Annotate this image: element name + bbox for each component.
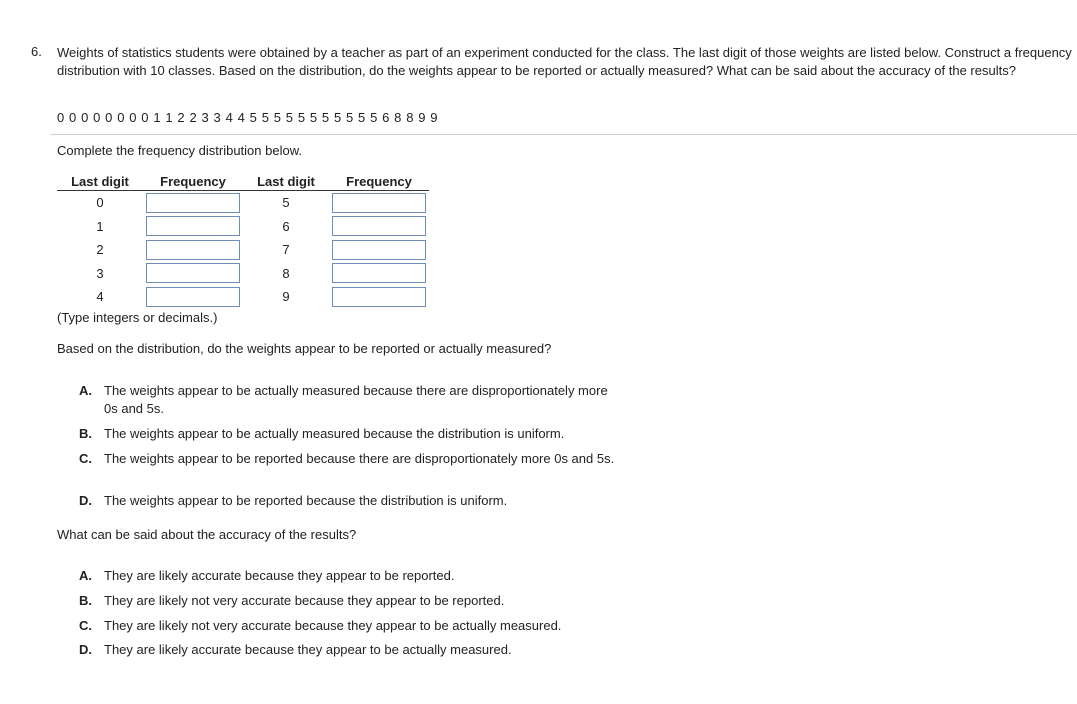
table-row: [57, 285, 429, 309]
option-text: They are likely accurate because they appear to be actually measured.: [104, 642, 512, 657]
question-number: 6.: [31, 44, 42, 59]
frequency-input-6[interactable]: [332, 216, 426, 236]
option-label: B.: [79, 426, 92, 441]
frequency-input-5[interactable]: [332, 193, 426, 213]
digit-cell: 8: [282, 265, 290, 281]
digit-cell: 1: [96, 218, 104, 234]
table-row: [57, 262, 429, 286]
header-frequency-left: Frequency: [143, 172, 243, 191]
digit-cell: 3: [96, 265, 104, 281]
frequency-input-4[interactable]: [146, 287, 240, 307]
option-label: A.: [79, 568, 92, 583]
table-row: [57, 215, 429, 239]
option-label: D.: [79, 493, 92, 508]
q2-option-a[interactable]: [79, 382, 619, 417]
option-text: The weights appear to be reported because there are disproportionately more 0s and 5s.: [104, 451, 615, 466]
question-text: Weights of statistics students were obtained by a teacher as part of an experiment conducted for the class. The last digit of those weights are listed below. Construct a frequency distribution with 10 classes. Based on the distribution, do the weights appear to be reported or actually measured? What can be said about the accuracy of the results?: [57, 45, 1072, 78]
digit-cell: 7: [282, 242, 290, 258]
option-text: They are likely not very accurate because they appear to be reported.: [104, 593, 505, 608]
digit-cell: 5: [282, 195, 290, 211]
digit-cell: 6: [282, 218, 290, 234]
q3-prompt: What can be said about the accuracy of the results?: [57, 527, 357, 542]
q3-option-c[interactable]: [79, 617, 704, 635]
data-digits: 0 0 0 0 0 0 0 0 1 1 2 2 3 3 4 4 5 5 5 5 5 5 5 5 5 5 5 6 8 8 9 9: [57, 110, 439, 125]
table-row: [57, 191, 429, 215]
divider: [50, 134, 1077, 135]
option-label: C.: [79, 451, 92, 466]
digit-cell: 0: [96, 195, 104, 211]
option-text: The weights appear to be reported because the distribution is uniform.: [104, 493, 508, 508]
frequency-input-8[interactable]: [332, 263, 426, 283]
frequency-input-9[interactable]: [332, 287, 426, 307]
q3-option-d[interactable]: [79, 641, 704, 659]
q3-option-a[interactable]: [79, 567, 704, 585]
frequency-input-2[interactable]: [146, 240, 240, 260]
table-instruction: Complete the frequency distribution below.: [57, 143, 302, 158]
q3-option-b[interactable]: [79, 592, 704, 610]
header-frequency-right: Frequency: [329, 172, 429, 191]
frequency-input-3[interactable]: [146, 263, 240, 283]
frequency-input-7[interactable]: [332, 240, 426, 260]
digit-cell: 2: [96, 242, 104, 258]
q2-option-b[interactable]: [79, 425, 664, 443]
digit-cell: 9: [282, 289, 290, 305]
option-label: C.: [79, 618, 92, 633]
option-text: They are likely accurate because they appear to be reported.: [104, 568, 455, 583]
option-label: A.: [79, 383, 92, 398]
table-row: [57, 238, 429, 262]
option-label: D.: [79, 642, 92, 657]
frequency-table: [57, 172, 429, 309]
q2-option-c[interactable]: [79, 450, 639, 468]
option-text: They are likely not very accurate because they appear to be actually measured.: [104, 618, 562, 633]
header-last-digit-left: Last digit: [57, 172, 143, 191]
digit-cell: 4: [96, 289, 104, 305]
frequency-input-0[interactable]: [146, 193, 240, 213]
option-text: The weights appear to be actually measured because there are disproportionately more 0s and 5s.: [104, 383, 608, 416]
q2-prompt: Based on the distribution, do the weights appear to be reported or actually measured?: [57, 341, 552, 356]
option-text: The weights appear to be actually measured because the distribution is uniform.: [104, 426, 565, 441]
q2-option-d[interactable]: [79, 492, 664, 510]
input-hint: (Type integers or decimals.): [57, 310, 218, 325]
header-last-digit-right: Last digit: [243, 172, 329, 191]
option-label: B.: [79, 593, 92, 608]
frequency-input-1[interactable]: [146, 216, 240, 236]
